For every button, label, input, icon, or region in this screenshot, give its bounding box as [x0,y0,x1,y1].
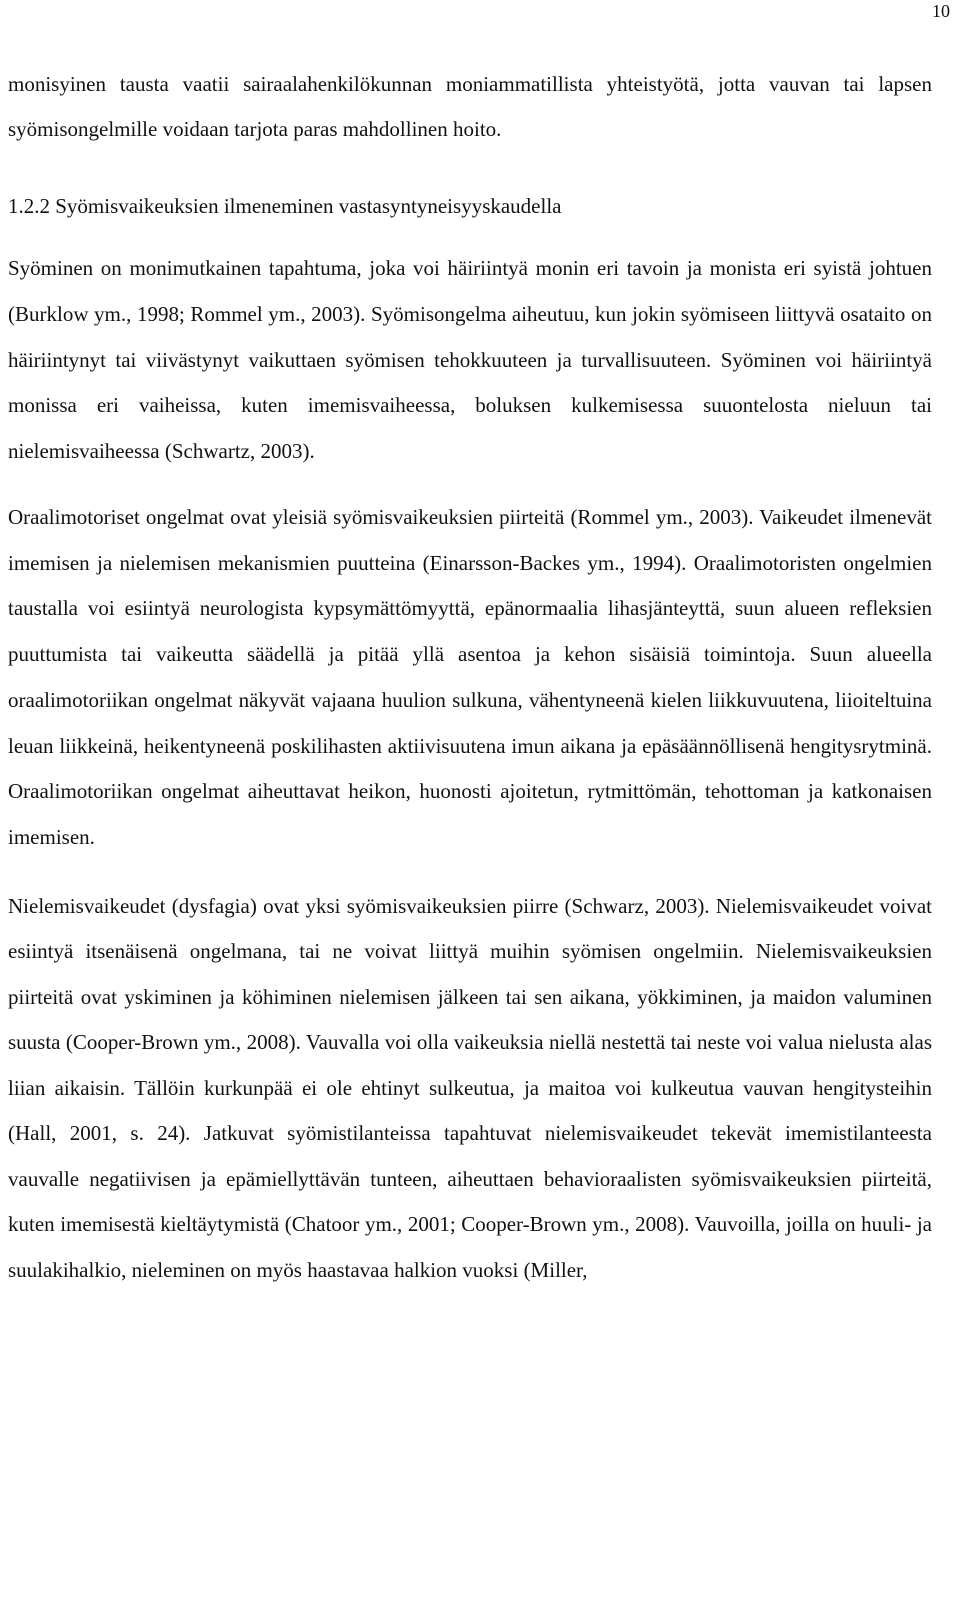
page-number: 10 [932,1,950,21]
paragraph-intro-continuation: monisyinen tausta vaatii sairaalahenkilökunnan moniammatillista yhteistyötä, jotta vauvan tai lapsen syömisongelmille voidaan tarjota paras mahdollinen hoito. [8,72,932,141]
document-body [8,62,932,1293]
paragraph-dysphagia: Nielemisvaikeudet (dysfagia) ovat yksi syömisvaikeuksien piirre (Schwarz, 2003). Nielemisvaikeudet voivat esiintyä itsenäisenä ongelmana, tai ne voivat liittyä muihin syömisen ongelmiin. Nielemisvaikeuksien piirteitä ovat yskiminen ja köhiminen nielemisen jälkeen tai sen aikana, yökkiminen, ja maidon valuminen suusta (Cooper-Brown ym., 2008). Vauvalla voi olla vaikeuksia niellä nestettä tai neste voi valua nielusta alas liian aikaisin. Tällöin kurkunpää ei ole ehtinyt sulkeutua, ja maitoa voi kulkeutua vauvan hengitysteihin (Hall, 2001, s. 24). Jatkuvat syömistilanteissa tapahtuvat nielemisvaikeudet tekevät imemistilanteesta vauvalle negatiivisen ja epämiellyttävän tunteen, aiheuttaen behavioraalisten syömisvaikeuksien piirteitä, kuten imemisestä kieltäytymistä (Chatoor ym., 2001; Cooper-Brown ym., 2008). Vauvoilla, joilla on huuli- ja suulakihalkio, nieleminen on myös haastavaa halkion vuoksi (Miller, [8,893,932,1282]
paragraph-eating-disorders: Syöminen on monimutkainen tapahtuma, joka voi häiriintyä monin eri tavoin ja monista eri syistä johtuen (Burklow ym., 1998; Rommel ym., 2003). Syömisongelma aiheutuu, kun jokin syömiseen liittyvä osataito on häiriintynyt tai viivästynyt vaikuttaen syömisen tehokkuuteen ja turvallisuuteen. Syöminen voi häiriintyä monissa eri vaiheissa, kuten imemisvaiheessa, boluksen kulkemisessa suuontelosta nieluun tai nielemisvaiheessa (Schwartz, 2003). [8,256,932,464]
paragraph-oral-motor: Oraalimotoriset ongelmat ovat yleisiä syömisvaikeuksien piirteitä (Rommel ym., 2003). Vaikeudet ilmenevät imemisen ja nielemisen mekanismien puutteina (Einarsson-Backes ym., 1994). Oraalimotoristen ongelmien taustalla voi esiintyä neurologista kypsymättömyyttä, epänormaalia lihasjänteyttä, suun alueen refleksien puuttumista tai vaikeutta säädellä ja pitää yllä asentoa ja kehon sisäisiä toimintoja. Suun alueella oraalimotoriikan ongelmat näkyvät vajaana huulion sulkuna, vähentyneenä kielen liikkuvuutena, liioiteltuina leuan liikkeinä, heikentyneenä poskilihasten aktiivisuutena imun aikana ja epäsäännöllisenä hengitysrytminä. Oraalimotoriikan ongelmat aiheuttavat heikon, huonosti ajoitetun, rytmittömän, tehottoman ja katkonaisen imemisen. [8,504,932,849]
section-heading: 1.2.2 Syömisvaikeuksien ilmeneminen vastasyntyneisyyskaudella [8,194,562,218]
